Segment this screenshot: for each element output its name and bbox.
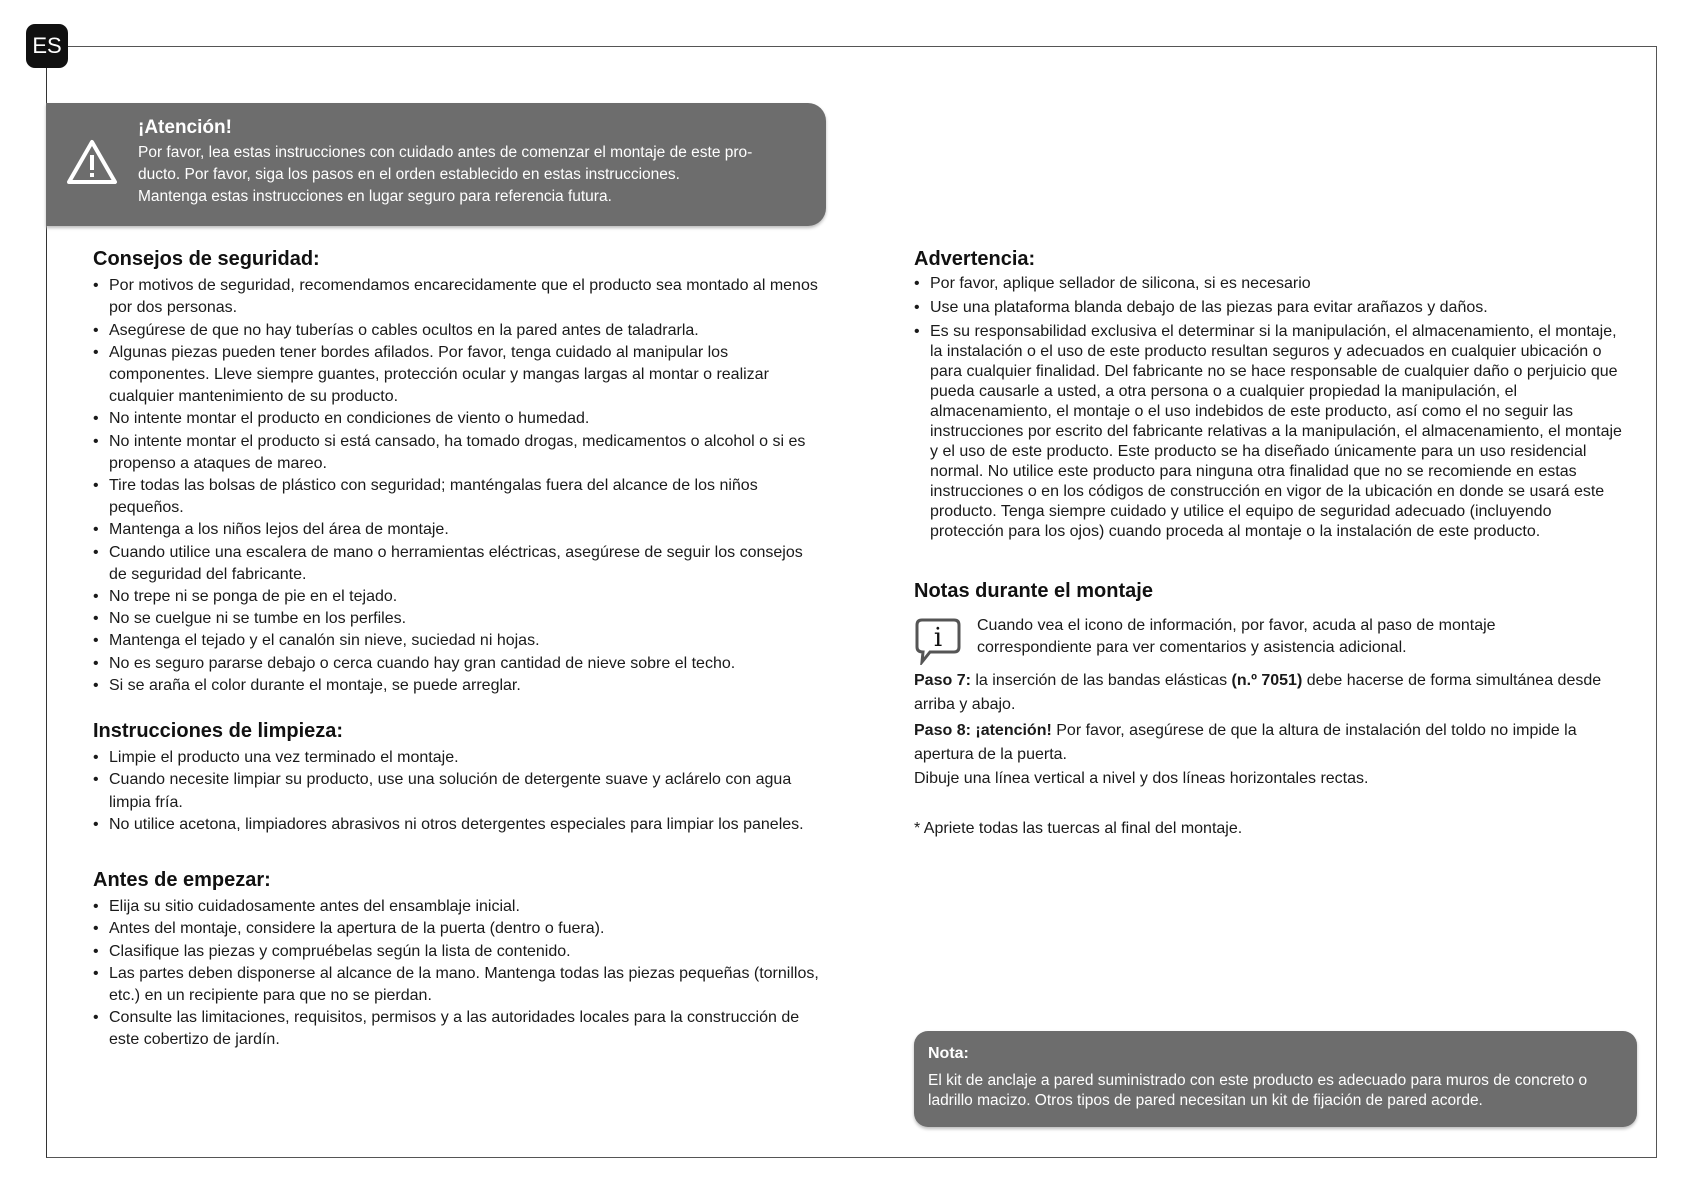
attention-title: ¡Atención! bbox=[138, 117, 232, 138]
step7-note: Paso 7: la inserción de las bandas elásticas (n.º 7051) debe hacerse de forma simultánea desde arriba y abajo. bbox=[914, 672, 1602, 713]
notes-section bbox=[914, 580, 1626, 607]
safety-item: • Si se araña el color durante el montaje, se puede arreglar. bbox=[93, 675, 823, 697]
safety-item: • Cuando utilice una escalera de mano o herramientas eléctricas, asegúrese de seguir los consejos de seguridad del fabricante. bbox=[93, 542, 823, 586]
safety-heading: Consejos de seguridad: bbox=[93, 248, 320, 270]
tighten-note: * Apriete todas las tuercas al final del montaje. bbox=[914, 820, 1243, 837]
cleaning-item: • No utilice acetona, limpiadores abrasivos ni otros detergentes especiales para limpiar los paneles. bbox=[93, 814, 823, 836]
cleaning-heading: Instrucciones de limpieza: bbox=[93, 720, 344, 742]
safety-item: • No se cuelgue ni se tumbe en los perfiles. bbox=[93, 608, 823, 630]
safety-item: • Mantenga el tejado y el canalón sin nieve, suciedad ni hojas. bbox=[93, 630, 823, 652]
safety-item: • No intente montar el producto si está cansado, ha tomado drogas, medicamentos o alcohol o si es propenso a ataques de mareo. bbox=[93, 431, 823, 475]
nota-text: El kit de anclaje a pared suministrado con este producto es adecuado para muros de concreto o ladrillo macizo. Otros tipos de pared necesitan un kit de fijación de pared acorde. bbox=[928, 1072, 1588, 1109]
info-icon bbox=[914, 617, 962, 665]
nota-box bbox=[914, 1031, 1637, 1127]
before-item: • Clasifique las piezas y compruébelas según la lista de contenido. bbox=[93, 941, 823, 963]
warning-item: • Use una plataforma blanda debajo de las piezas para evitar arañazos y daños. bbox=[914, 298, 1626, 318]
before-section bbox=[93, 869, 823, 1052]
language-badge: ES bbox=[26, 24, 68, 68]
cleaning-section bbox=[93, 720, 823, 836]
warning-item: • Por favor, aplique sellador de silicona, si es necesario bbox=[914, 274, 1626, 294]
before-item: • Las partes deben disponerse al alcance de la mano. Mantenga todas las piezas pequeñas (tornillos, etc.) en un recipiente para que no se pierdan. bbox=[93, 963, 823, 1007]
before-item: • Elija su sitio cuidadosamente antes del ensamblaje inicial. bbox=[93, 896, 823, 918]
before-item: • Antes del montaje, considere la apertura de la puerta (dentro o fuera). bbox=[93, 918, 823, 940]
draw-line-note: Dibuje una línea vertical a nivel y dos líneas horizontales rectas. bbox=[914, 770, 1369, 787]
safety-item: • Mantenga a los niños lejos del área de montaje. bbox=[93, 519, 823, 541]
warning-section bbox=[914, 249, 1626, 542]
cleaning-item: • Limpie el producto una vez terminado el montaje. bbox=[93, 747, 823, 769]
warning-heading: Advertencia: bbox=[914, 248, 1036, 270]
attention-box bbox=[46, 103, 826, 226]
step8-note: Paso 8: ¡atención! Por favor, asegúrese de que la altura de instalación del toldo no impide la apertura de la puerta. bbox=[914, 722, 1577, 763]
before-heading: Antes de empezar: bbox=[93, 869, 271, 891]
before-list bbox=[93, 896, 823, 1051]
safety-item: • Asegúrese de que no hay tuberías o cables ocultos en la pared antes de taladrarla. bbox=[93, 320, 823, 342]
safety-item: • Tire todas las bolsas de plástico con seguridad; manténgalas fuera del alcance de los niños pequeños. bbox=[93, 475, 823, 519]
safety-section bbox=[93, 248, 823, 697]
warning-triangle-icon bbox=[66, 139, 118, 185]
safety-item: • No trepe ni se ponga de pie en el tejado. bbox=[93, 586, 823, 608]
notes-heading: Notas durante el montaje bbox=[914, 580, 1153, 602]
info-note: i Cuando vea el icono de información, por favor, acuda al paso de montaje correspondiente para ver comentarios y asistencia adicional. bbox=[914, 615, 1614, 659]
safety-item: • Por motivos de seguridad, recomendamos encarecidamente que el producto sea montado al menos por dos personas. bbox=[93, 275, 823, 319]
cleaning-list bbox=[93, 747, 823, 836]
attention-text: Por favor, lea estas instrucciones con cuidado antes de comenzar el montaje de este pro- ducto. Por favor, siga los pasos en el orden establecido en estas instrucciones. Mantenga estas instrucciones en lugar seguro para referencia futura. bbox=[138, 144, 753, 205]
cleaning-item: • Cuando necesite limpiar su producto, use una solución de detergente suave y aclárelo con agua limpia fría. bbox=[93, 769, 823, 813]
nota-title: Nota: bbox=[928, 1045, 969, 1062]
safety-item: • No intente montar el producto en condiciones de viento o humedad. bbox=[93, 408, 823, 430]
safety-item: • No es seguro pararse debajo o cerca cuando hay gran cantidad de nieve sobre el techo. bbox=[93, 653, 823, 675]
warning-item: • Es su responsabilidad exclusiva el determinar si la manipulación, el almacenamiento, el montaje, la instalación o el uso de este producto resultan seguros y adecuados en cualquier ubicación o para cualquier finalidad. Del fabricante no se hace responsable de cualquier daño o perjuicio que pueda causarle a usted, a otra persona o a cualquier propiedad la manipulación, el almacenamiento, el montaje o el uso indebidos de este producto, así como el no seguir las instrucciones por escrito del fabricante relativas a la manipulación, el almacenamiento, el montaje y el uso de este producto. Este producto se ha diseñado únicamente para un uso residencial normal. No utilice este producto para ninguna otra finalidad que no se recomiende en estas instrucciones o en los códigos de construcción en vigor de la ubicación en donde se usará este producto. Tenga siempre cuidado y utilice el equipo de seguridad adecuado (incluyendo protección para los ojos) cuando proceda al montaje o la instalación de este producto. bbox=[914, 322, 1626, 542]
before-item: • Consulte las limitaciones, requisitos, permisos y a las autoridades locales para la construcción de este cobertizo de jardín. bbox=[93, 1007, 823, 1051]
safety-item: • Algunas piezas pueden tener bordes afilados. Por favor, tenga cuidado al manipular los componentes. Lleve siempre guantes, protección ocular y mangas largas al montar o realizar cualquier mantenimiento de su producto. bbox=[93, 342, 823, 409]
svg-text:i: i bbox=[933, 623, 943, 653]
warning-list bbox=[914, 274, 1626, 542]
safety-list bbox=[93, 275, 823, 697]
